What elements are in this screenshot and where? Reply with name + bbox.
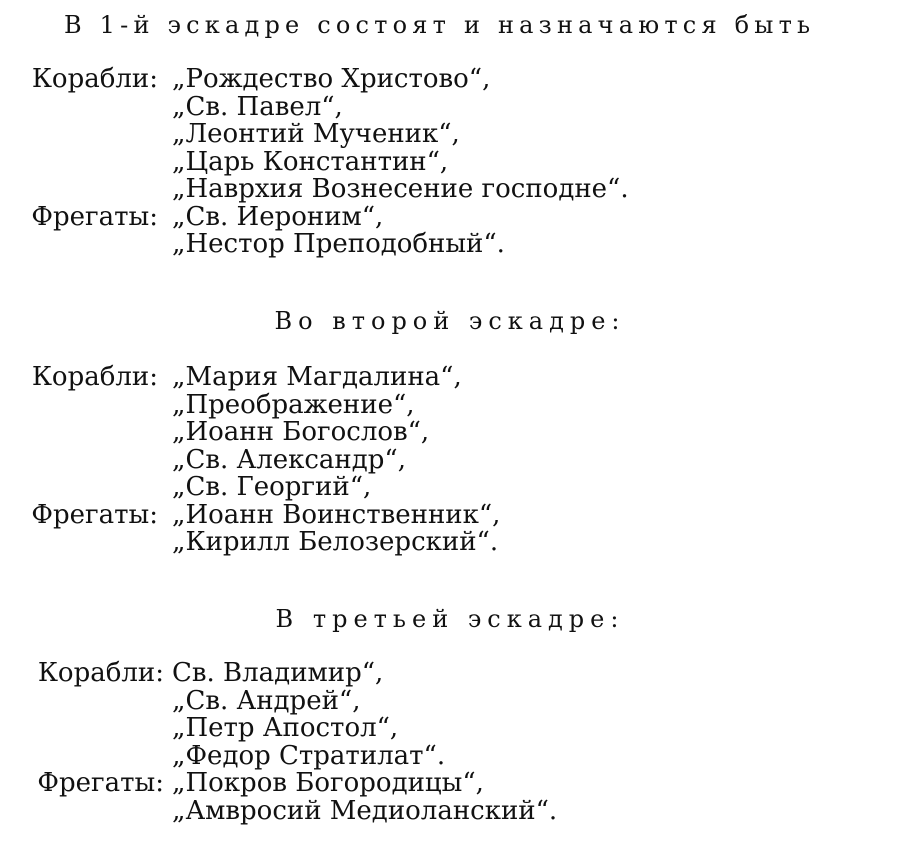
ship-name: „Преображение“,: [172, 389, 415, 420]
list-item: [0, 146, 900, 177]
list-item: [0, 685, 900, 716]
list-item: [0, 364, 900, 392]
list-item: [0, 231, 900, 259]
list-item: [0, 121, 900, 149]
ship-name: „Наврхия Вознесение господне“.: [172, 174, 629, 204]
section-heading-third: В третьей эскадре:: [275, 605, 625, 633]
list-item: [0, 176, 900, 204]
frigate-name: „Иоанн Воинственник“,: [172, 499, 501, 530]
list-item: [0, 444, 900, 475]
squadron-2-list: [0, 364, 900, 557]
frigate-name: „Нестор Преподобный“.: [172, 229, 505, 259]
ship-name: „Иоанн Богослов“,: [172, 417, 430, 447]
squadron-3-list: [0, 660, 900, 825]
ship-name: „Св. Александр“,: [172, 444, 406, 475]
list-item: [0, 389, 900, 420]
ship-name: „Федор Стратилат“.: [172, 740, 446, 771]
ship-name: „Царь Константин“,: [172, 146, 449, 177]
ship-name: „Леонтий Мученик“,: [172, 119, 460, 149]
frigate-name: „Св. Иероним“,: [172, 201, 384, 232]
frigates-label: Фрегаты:: [31, 499, 158, 530]
frigate-name: „Амвросий Медиоланский“.: [172, 795, 558, 826]
list-item: [0, 660, 900, 688]
ships-label: Корабли:: [37, 658, 164, 688]
list-item: [0, 419, 900, 447]
list-item: [0, 715, 900, 743]
main-heading: В 1-й эскадре состоят и назначаются быть: [64, 11, 816, 39]
list-item: [0, 66, 900, 94]
squadron-1-list: [0, 66, 900, 259]
ship-name: Св. Владимир“,: [172, 658, 384, 688]
frigate-name: „Кирилл Белозерский“.: [172, 527, 499, 557]
ship-name: „Св. Павел“,: [172, 91, 343, 122]
list-item: [0, 795, 900, 826]
list-item: [0, 474, 900, 502]
ships-label: Корабли:: [31, 362, 158, 392]
ship-name: „Петр Апостол“,: [172, 713, 399, 743]
list-item: [0, 740, 900, 771]
list-item: [0, 201, 900, 232]
list-item: [0, 91, 900, 122]
ship-name: „Св. Георгий“,: [172, 472, 372, 502]
frigate-name: „Покров Богородицы“,: [172, 768, 484, 798]
list-item: [0, 529, 900, 557]
list-item: [0, 499, 900, 530]
list-item: [0, 770, 900, 798]
ship-name: „Рождество Христово“,: [172, 64, 491, 94]
frigates-label: Фрегаты:: [37, 768, 164, 798]
ship-name: „Мария Магдалина“,: [172, 362, 462, 392]
ship-name: „Св. Андрей“,: [172, 685, 361, 716]
frigates-label: Фрегаты:: [31, 201, 158, 232]
ships-label: Корабли:: [31, 64, 158, 94]
section-heading-second: Во второй эскадре:: [274, 307, 626, 335]
